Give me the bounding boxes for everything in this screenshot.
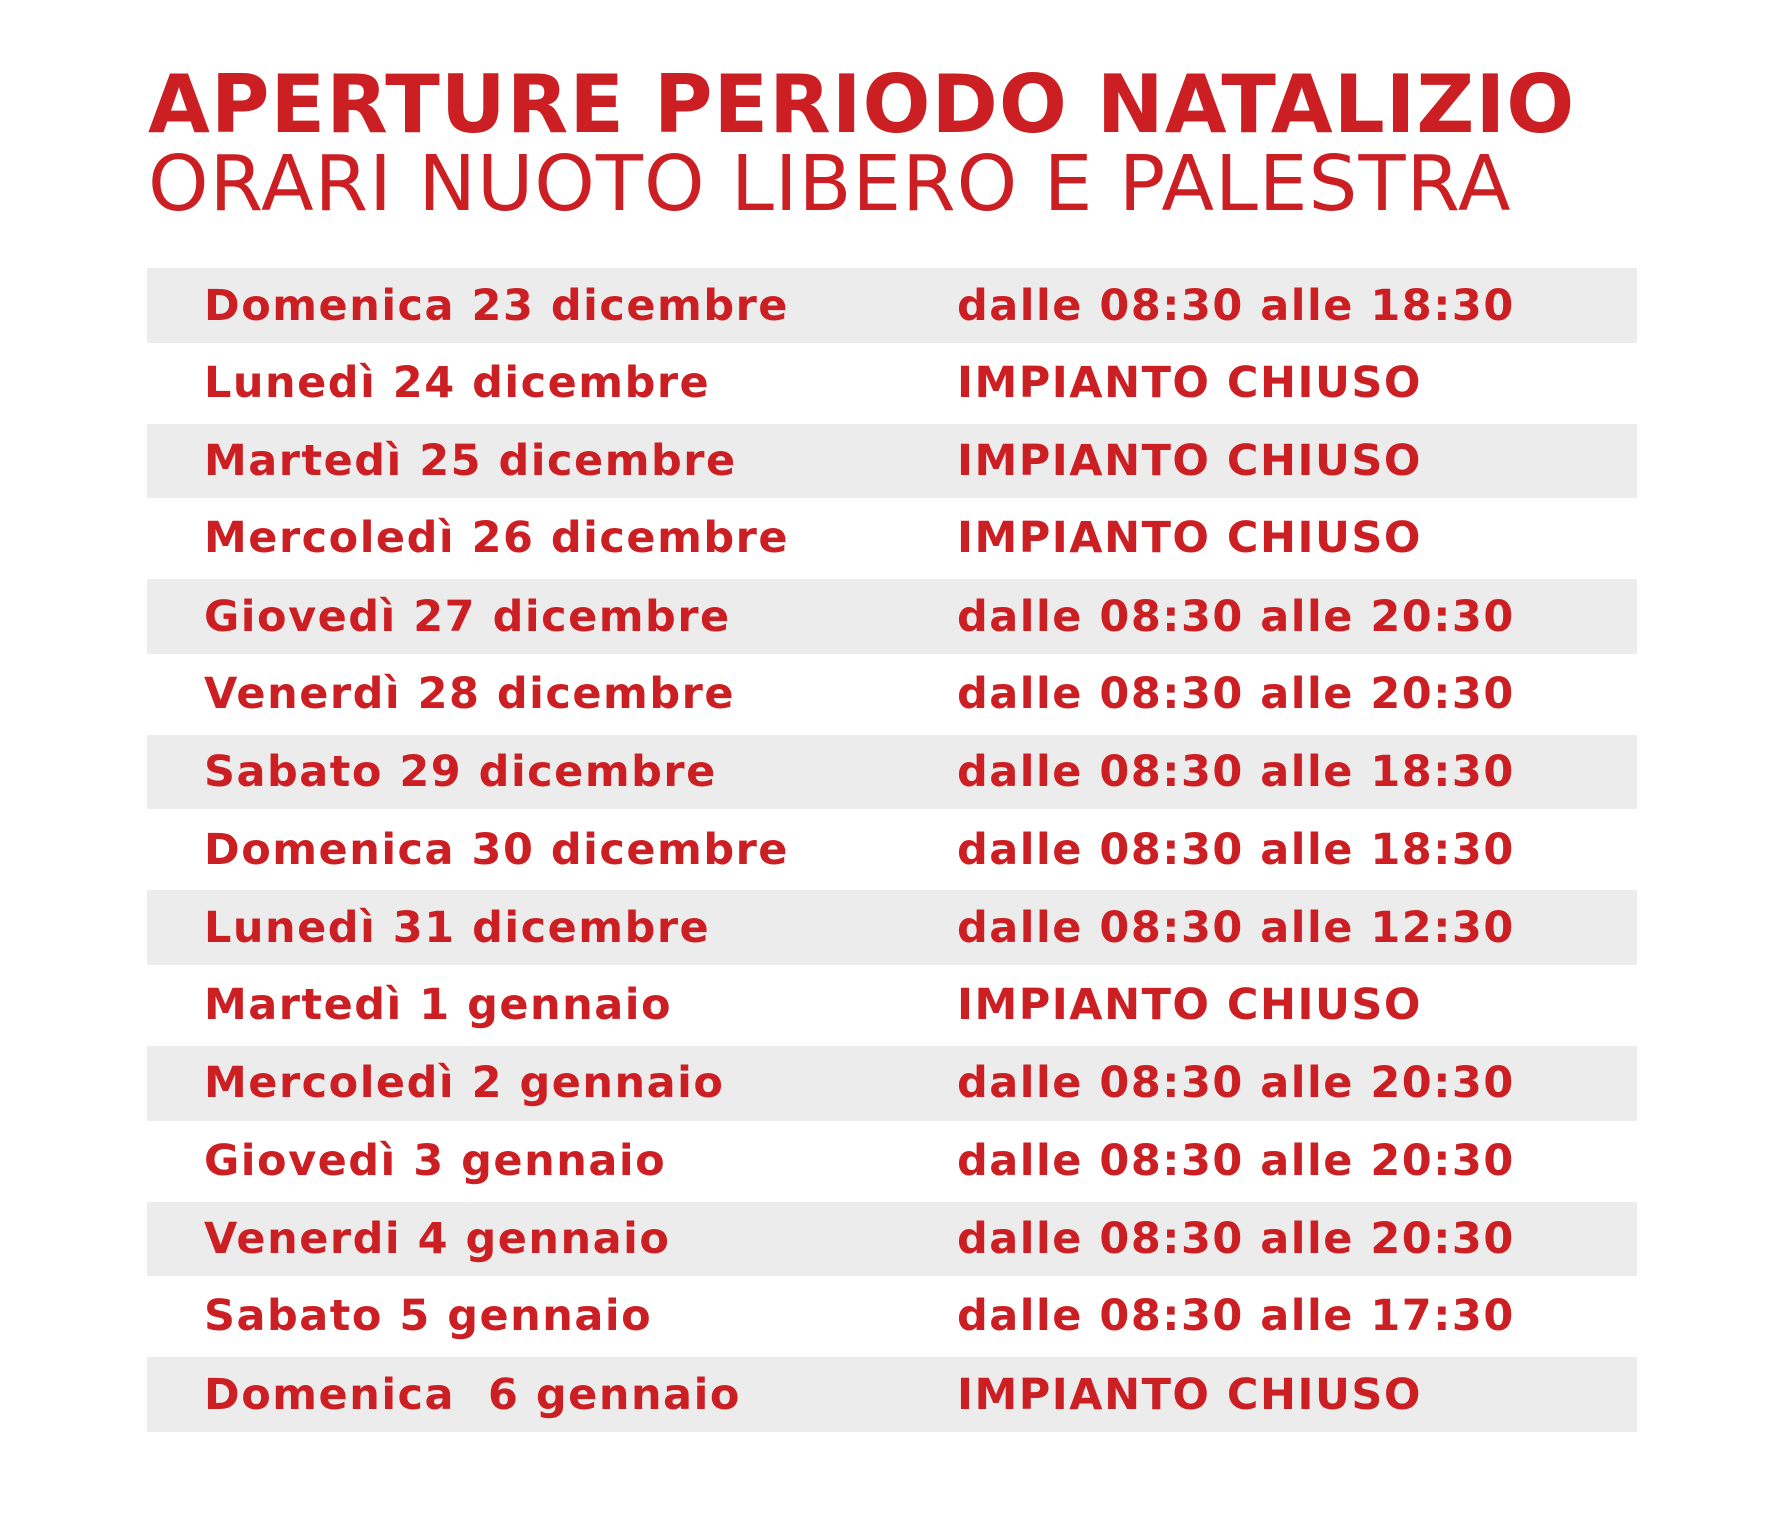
schedule-hours: dalle 08:30 alle 12:30 — [957, 902, 1515, 953]
schedule-day: Domenica 30 dicembre — [204, 824, 789, 875]
schedule-hours: dalle 08:30 alle 20:30 — [957, 1135, 1515, 1186]
schedule-day: Sabato 29 dicembre — [204, 747, 717, 798]
schedule-row — [147, 1357, 1637, 1432]
schedule-day: Lunedì 31 dicembre — [204, 902, 711, 953]
schedule-hours: IMPIANTO CHIUSO — [957, 357, 1422, 408]
schedule-row — [147, 498, 1637, 579]
schedule-hours: dalle 08:30 alle 20:30 — [957, 669, 1515, 720]
schedule-row — [147, 809, 1637, 890]
schedule-day: Giovedì 3 gennaio — [204, 1135, 667, 1186]
schedule-hours: IMPIANTO CHIUSO — [957, 513, 1422, 564]
schedule-day: Giovedì 27 dicembre — [204, 591, 731, 642]
schedule-row — [147, 579, 1637, 654]
schedule-row — [147, 268, 1637, 343]
page-title: APERTURE PERIODO NATALIZIO — [148, 58, 1576, 151]
schedule-day: Domenica 6 gennaio — [204, 1369, 741, 1420]
schedule-day: Venerdi 4 gennaio — [204, 1214, 671, 1265]
schedule-hours: IMPIANTO CHIUSO — [957, 980, 1422, 1031]
schedule-day: Venerdì 28 dicembre — [204, 669, 735, 720]
schedule-day: Martedì 25 dicembre — [204, 436, 737, 487]
page-subtitle: ORARI NUOTO LIBERO E PALESTRA — [148, 140, 1512, 229]
schedule-day: Lunedì 24 dicembre — [204, 357, 711, 408]
schedule-hours: dalle 08:30 alle 20:30 — [957, 1214, 1515, 1265]
schedule-row — [147, 965, 1637, 1046]
schedule-hours: dalle 08:30 alle 18:30 — [957, 824, 1515, 875]
schedule-row — [147, 424, 1637, 499]
schedule-row — [147, 343, 1637, 424]
schedule-day: Martedì 1 gennaio — [204, 980, 673, 1031]
schedule-day: Mercoledì 2 gennaio — [204, 1058, 725, 1109]
schedule-hours: dalle 08:30 alle 18:30 — [957, 280, 1515, 331]
schedule-row — [147, 890, 1637, 965]
schedule-day: Mercoledì 26 dicembre — [204, 513, 790, 564]
schedule-row — [147, 654, 1637, 735]
schedule-day: Domenica 23 dicembre — [204, 280, 789, 331]
schedule-row — [147, 1046, 1637, 1121]
schedule-hours: dalle 08:30 alle 20:30 — [957, 1058, 1515, 1109]
schedule-day: Sabato 5 gennaio — [204, 1291, 653, 1342]
schedule-hours: dalle 08:30 alle 20:30 — [957, 591, 1515, 642]
schedule-hours: IMPIANTO CHIUSO — [957, 436, 1422, 487]
schedule-row — [147, 1121, 1637, 1202]
schedule-hours: dalle 08:30 alle 17:30 — [957, 1291, 1515, 1342]
schedule-row — [147, 1276, 1637, 1357]
schedule-row — [147, 735, 1637, 810]
schedule-hours: dalle 08:30 alle 18:30 — [957, 747, 1515, 798]
schedule-hours: IMPIANTO CHIUSO — [957, 1369, 1422, 1420]
schedule-table — [147, 265, 1637, 1435]
schedule-row — [147, 1202, 1637, 1277]
